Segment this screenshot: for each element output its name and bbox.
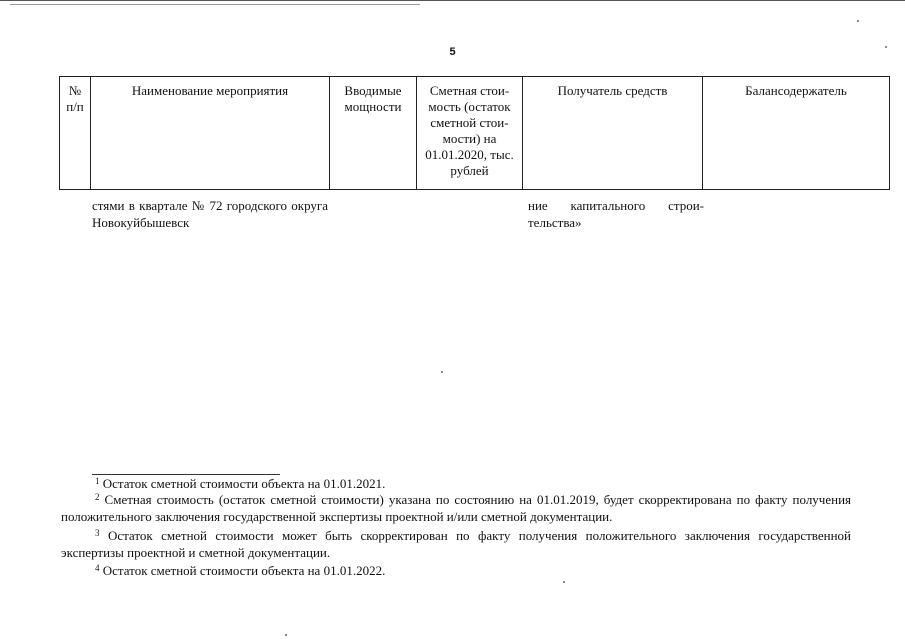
footnote-mark: 3: [95, 528, 100, 538]
column-header-event-name: Наименование мероприятия: [91, 77, 330, 190]
scan-edge-line: [10, 4, 420, 5]
scan-speck: [885, 46, 887, 48]
recipient-continuation: ние капитального строи-тельства»: [528, 198, 704, 230]
column-header-capacity: Вводимые мощности: [330, 77, 417, 190]
column-header-balance-holder: Балансодержатель: [703, 77, 890, 190]
footnote-mark: 4: [95, 563, 100, 573]
table-header-row: [60, 77, 890, 190]
scan-edge-line: [0, 0, 905, 1]
scan-speck: [441, 371, 443, 373]
scan-speck: [563, 581, 565, 583]
footnote-4: [61, 562, 851, 579]
footnote-text: Сметная стоимость (остаток сметной стоимости) указана по состоянию на 01.01.2019, будет скорректирована по факту получения положительного заключения государственной экспертизы проектной и/или сметной документации.: [61, 492, 852, 524]
footnote-text: Остаток сметной стоимости объекта на 01.01.2021.: [102, 476, 386, 491]
event-name-continuation: стями в квартале № 72 городского округа Новокуйбышевск: [92, 198, 328, 230]
scan-speck: [857, 20, 859, 22]
column-header-estimated-cost: Сметная стои-мость (остаток сметной стои-мости) на 01.01.2020, тыс. рублей: [417, 77, 523, 190]
footnote-3: [61, 527, 851, 561]
footnote-mark: 1: [95, 476, 100, 486]
footnote-mark: 2: [95, 492, 100, 502]
footnote-2: [61, 491, 851, 525]
footnote-text: Остаток сметной стоимости объекта на 01.01.2022.: [102, 563, 386, 578]
scan-speck: [285, 634, 287, 636]
column-header-number: № п/п: [60, 77, 91, 190]
table-header: [59, 76, 890, 190]
footnote-text: Остаток сметной стоимости может быть скорректирован по факту получения положительного заключения государственной экспертизы проектной и сметной документации.: [61, 528, 852, 560]
page-number: 5: [449, 46, 456, 58]
footnote-1: [61, 475, 851, 492]
column-header-recipient: Получатель средств: [523, 77, 703, 190]
